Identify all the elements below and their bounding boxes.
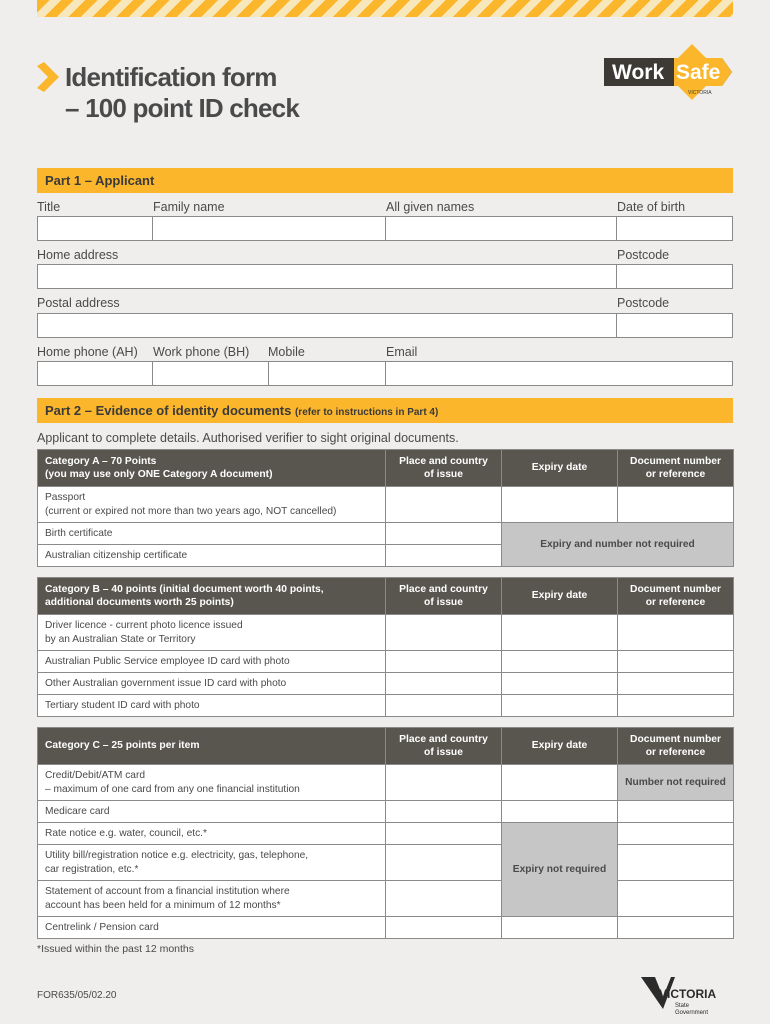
birth-certificate-label: Birth certificate [38, 523, 386, 545]
table-row [38, 801, 734, 823]
docnum-cell[interactable] [618, 801, 734, 823]
table-row [38, 673, 734, 695]
title-label: Title [37, 200, 61, 214]
col-docnum-header: Document number or reference [618, 578, 734, 615]
home-postcode-field[interactable] [616, 264, 733, 289]
table-row [38, 881, 734, 917]
place-cell[interactable] [386, 545, 502, 567]
docnum-cell[interactable] [618, 487, 734, 523]
svg-text:State: State [675, 1003, 690, 1009]
tertiary-id-label: Tertiary student ID card with photo [38, 695, 386, 717]
centrelink-label: Centrelink / Pension card [38, 917, 386, 939]
col-docnum-header: Document number or reference [618, 728, 734, 765]
email-field[interactable] [385, 361, 733, 386]
part2-intro: Applicant to complete details. Authorised verifier to sight original documents. [37, 431, 459, 445]
family-name-field[interactable] [152, 216, 386, 241]
given-names-label: All given names [386, 200, 475, 214]
dob-label: Date of birth [617, 200, 686, 214]
category-b-table [37, 577, 734, 717]
hazard-stripe-bar [37, 0, 733, 17]
category-b-header: Category B – 40 points (initial document worth 40 points, additional documents worth 25 points) [38, 578, 386, 615]
docnum-cell[interactable] [618, 917, 734, 939]
expiry-cell[interactable] [502, 651, 618, 673]
mobile-field[interactable] [268, 361, 386, 386]
svg-text:VICTORIA: VICTORIA [659, 987, 717, 1001]
place-cell[interactable] [386, 523, 502, 545]
table-row [38, 615, 734, 651]
part1-heading: Part 1 – Applicant [37, 168, 733, 193]
col-docnum-header: Document number or reference [618, 450, 734, 487]
postal-postcode-label: Postcode [617, 296, 670, 310]
category-a-header: Category A – 70 Points (you may use only ONE Category A document) [38, 450, 386, 487]
table-row [38, 695, 734, 717]
svg-text:Work: Work [612, 61, 665, 84]
expiry-cell[interactable] [502, 673, 618, 695]
col-place-header: Place and country of issue [386, 728, 502, 765]
driver-licence-label: Driver licence - current photo licence issued by an Australian State or Territory [38, 615, 386, 651]
home-postcode-label: Postcode [617, 248, 670, 262]
category-a-table [37, 449, 734, 567]
statement-label: Statement of account from a financial institution where account has been held for a minimum of 12 months* [38, 881, 386, 917]
number-not-required: Number not required [618, 765, 734, 801]
docnum-cell[interactable] [618, 615, 734, 651]
form-code: FOR635/05/02.20 [37, 990, 117, 1001]
part2-heading: Part 2 – Evidence of identity documents (refer to instructions in Part 4) [37, 398, 733, 423]
victoria-government-logo [641, 975, 719, 1017]
expiry-cell[interactable] [502, 695, 618, 717]
expiry-number-not-required: Expiry and number not required [502, 523, 734, 567]
docnum-cell[interactable] [618, 881, 734, 917]
place-cell[interactable] [386, 673, 502, 695]
expiry-cell[interactable] [502, 615, 618, 651]
title-field[interactable] [37, 216, 153, 241]
mobile-label: Mobile [268, 345, 305, 359]
email-label: Email [386, 345, 418, 359]
place-cell[interactable] [386, 487, 502, 523]
svg-text:VICTORIA: VICTORIA [688, 90, 712, 96]
docnum-cell[interactable] [618, 823, 734, 845]
citizenship-label: Australian citizenship certificate [38, 545, 386, 567]
home-phone-field[interactable] [37, 361, 153, 386]
table-row [38, 765, 734, 801]
place-cell[interactable] [386, 823, 502, 845]
passport-label: Passport (current or expired not more than two years ago, NOT cancelled) [38, 487, 386, 523]
svg-text:Government: Government [675, 1010, 709, 1016]
col-expiry-header: Expiry date [502, 578, 618, 615]
docnum-cell[interactable] [618, 673, 734, 695]
home-address-field[interactable] [37, 264, 617, 289]
table-row [38, 651, 734, 673]
place-cell[interactable] [386, 881, 502, 917]
place-cell[interactable] [386, 695, 502, 717]
docnum-cell[interactable] [618, 695, 734, 717]
col-place-header: Place and country of issue [386, 450, 502, 487]
docnum-cell[interactable] [618, 651, 734, 673]
postal-address-label: Postal address [37, 296, 120, 310]
place-cell[interactable] [386, 917, 502, 939]
postal-address-field[interactable] [37, 313, 617, 338]
credit-card-label: Credit/Debit/ATM card – maximum of one card from any one financial institution [38, 765, 386, 801]
col-expiry-header: Expiry date [502, 728, 618, 765]
work-phone-field[interactable] [152, 361, 269, 386]
postal-postcode-field[interactable] [616, 313, 733, 338]
expiry-cell[interactable] [502, 487, 618, 523]
chevron-icon [37, 62, 59, 92]
table-row [38, 845, 734, 881]
expiry-not-required: Expiry not required [502, 823, 618, 917]
home-address-label: Home address [37, 248, 119, 262]
place-cell[interactable] [386, 765, 502, 801]
rate-notice-label: Rate notice e.g. water, council, etc.* [38, 823, 386, 845]
given-names-field[interactable] [385, 216, 617, 241]
aps-id-label: Australian Public Service employee ID card with photo [38, 651, 386, 673]
table-row [38, 823, 734, 845]
docnum-cell[interactable] [618, 845, 734, 881]
table-row [38, 487, 734, 523]
place-cell[interactable] [386, 845, 502, 881]
expiry-cell[interactable] [502, 917, 618, 939]
place-cell[interactable] [386, 615, 502, 651]
family-name-label: Family name [153, 200, 225, 214]
other-gov-id-label: Other Australian government issue ID card with photo [38, 673, 386, 695]
place-cell[interactable] [386, 651, 502, 673]
col-place-header: Place and country of issue [386, 578, 502, 615]
col-expiry-header: Expiry date [502, 450, 618, 487]
expiry-cell[interactable] [502, 801, 618, 823]
place-cell[interactable] [386, 801, 502, 823]
page-title: Identification form – 100 point ID check [65, 62, 299, 123]
category-c-header: Category C – 25 points per item [38, 728, 386, 765]
footnote: *Issued within the past 12 months [37, 943, 195, 955]
medicare-label: Medicare card [38, 801, 386, 823]
dob-field[interactable] [616, 216, 733, 241]
utility-bill-label: Utility bill/registration notice e.g. electricity, gas, telephone, car registration, etc.* [38, 845, 386, 881]
category-c-table [37, 727, 734, 939]
home-phone-label: Home phone (AH) [37, 345, 138, 359]
table-row [38, 523, 734, 545]
work-phone-label: Work phone (BH) [153, 345, 250, 359]
expiry-cell[interactable] [502, 765, 618, 801]
worksafe-logo [604, 44, 734, 100]
svg-text:Safe: Safe [676, 61, 721, 84]
table-row [38, 917, 734, 939]
